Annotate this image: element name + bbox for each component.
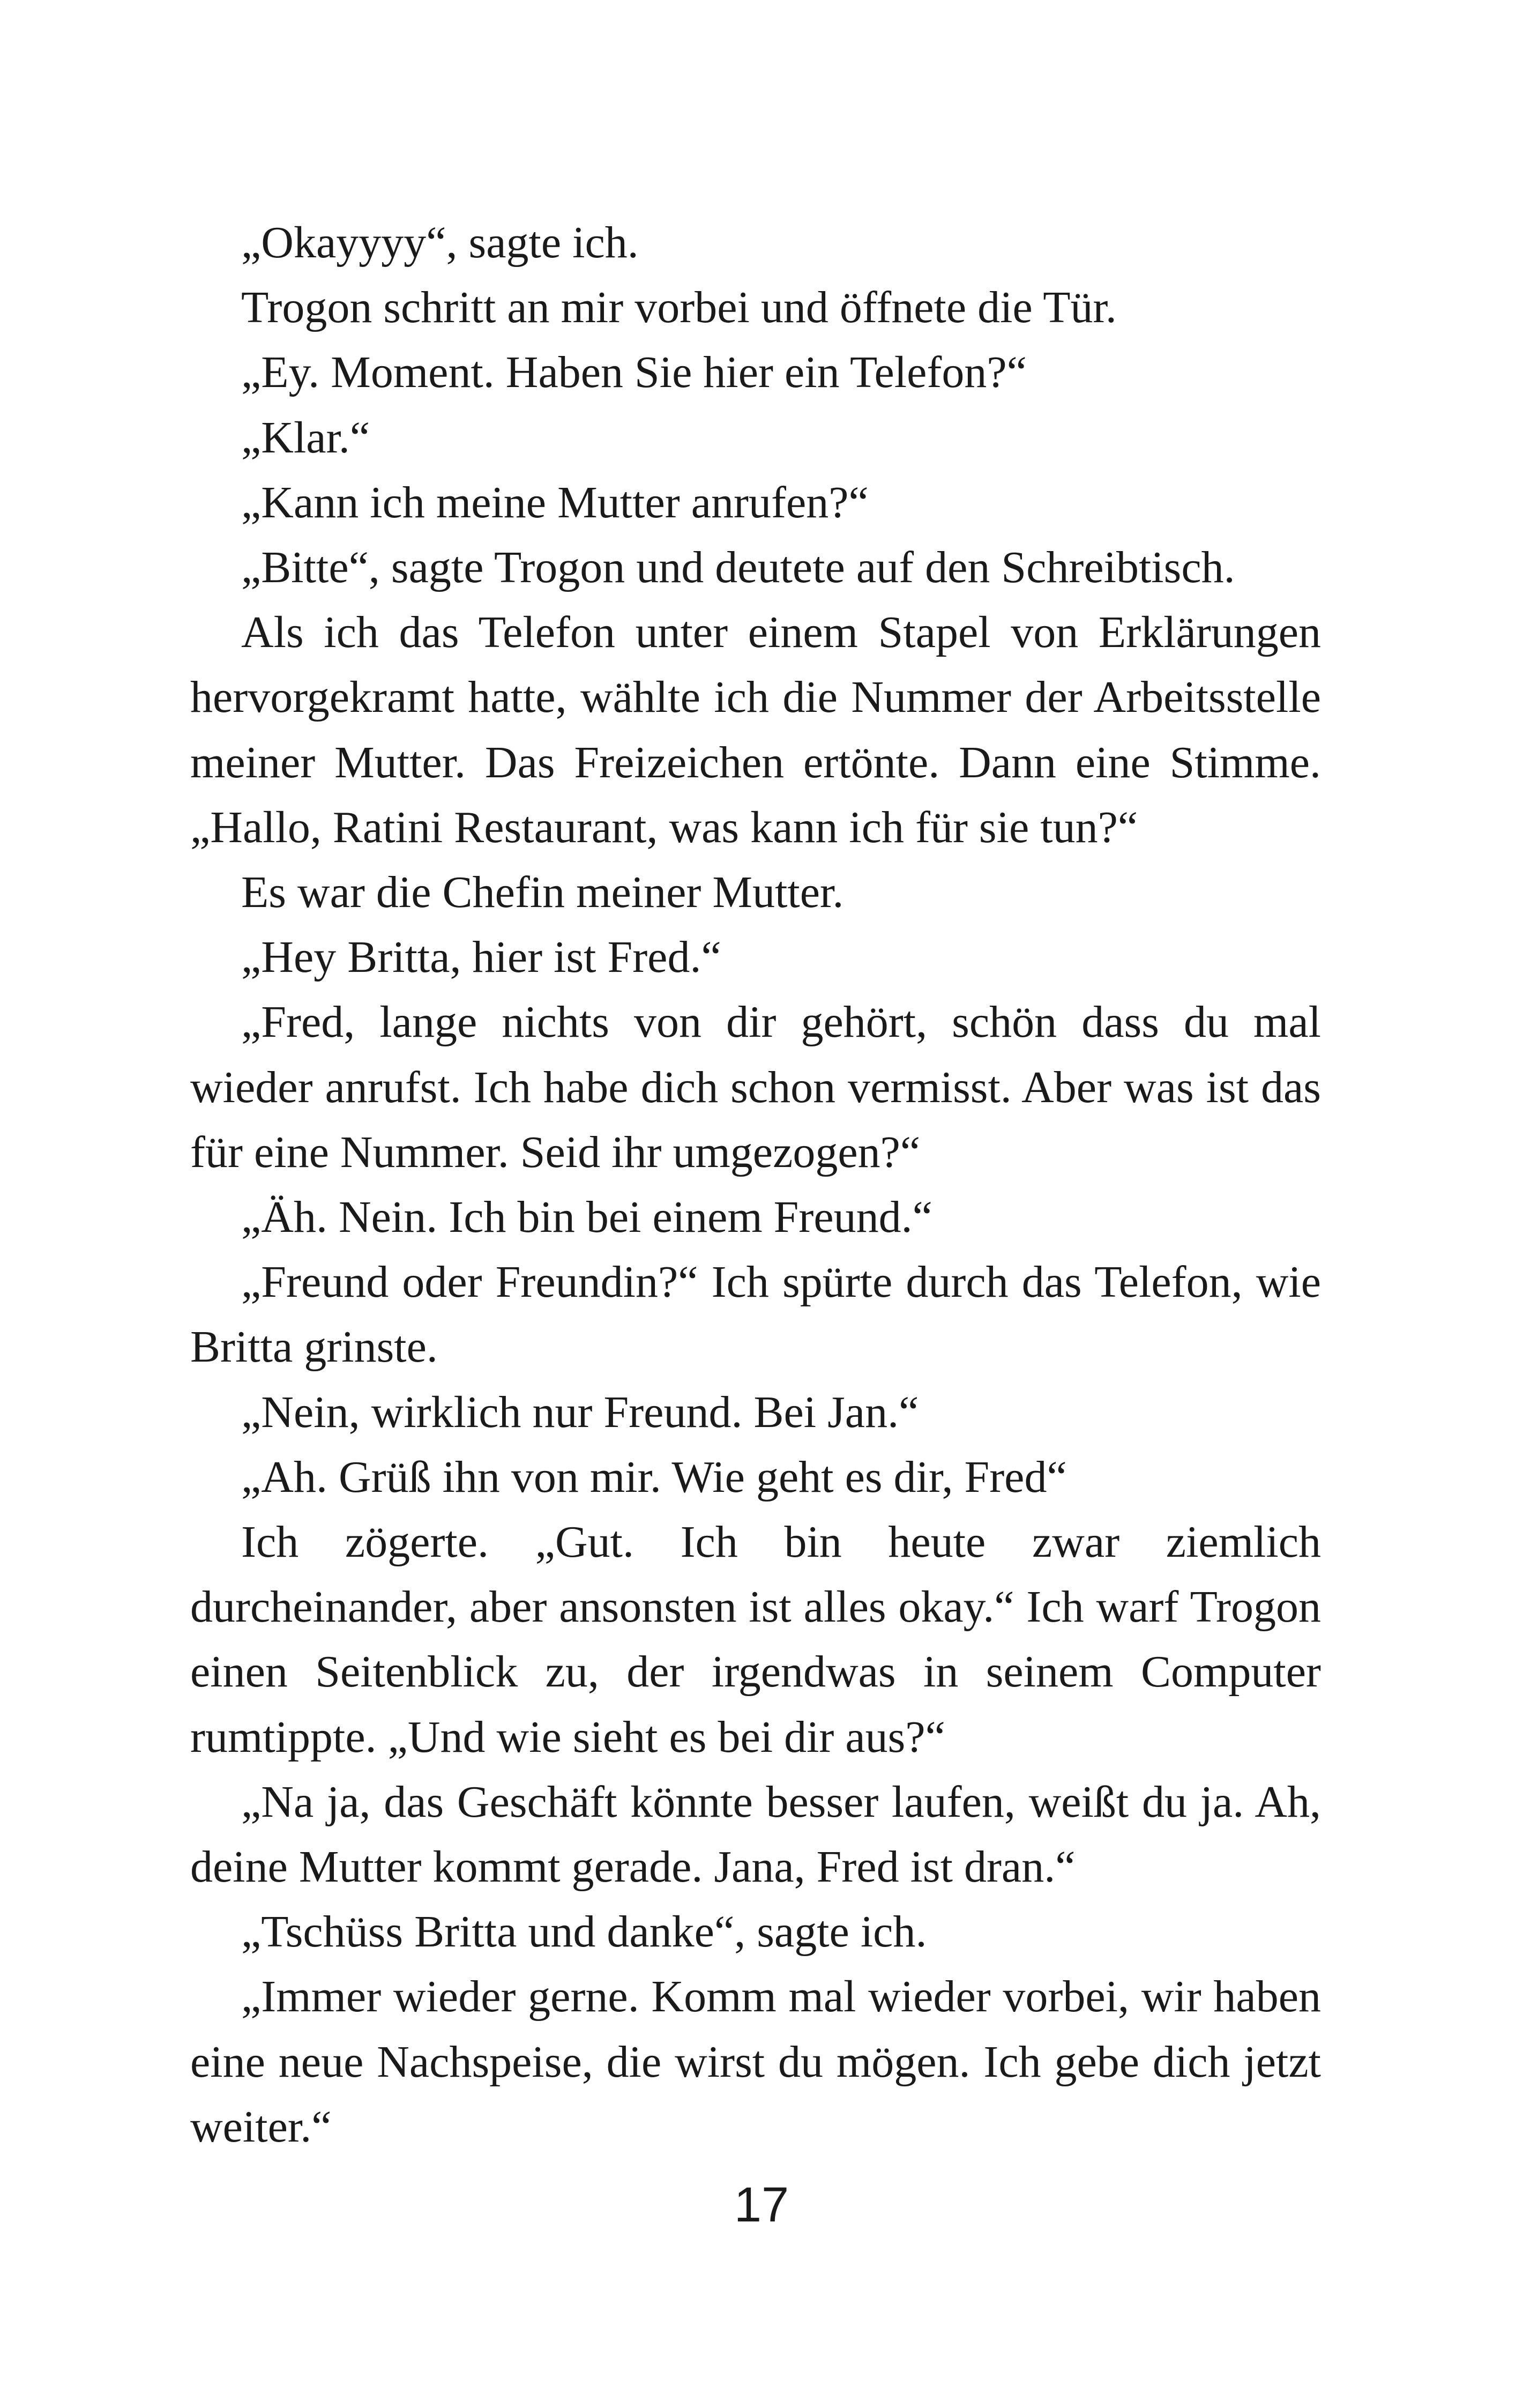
paragraph: „Hey Britta, hier ist Fred.“ xyxy=(241,932,721,983)
paragraph: „Kann ich meine Mutter anrufen?“ xyxy=(241,477,869,527)
paragraph: „Äh. Nein. Ich bin bei einem Freund.“ xyxy=(241,1192,932,1243)
paragraph: „Klar.“ xyxy=(241,412,370,463)
paragraph: Es war die Chefin meiner Mutter. xyxy=(241,867,844,918)
paragraph: „Fred, lange nichts von dir gehört, schön dass du mal wieder anrufst. Ich habe dich schon vermisst. Aber was ist das für eine Nummer. Seid ihr umgezogen?“ xyxy=(190,997,1321,1177)
paragraph: „Okayyyy“, sagte ich. xyxy=(241,218,639,267)
paragraph: „Nein, wirklich nur Freund. Bei Jan.“ xyxy=(241,1387,919,1437)
paragraph: „Immer wieder gerne. Komm mal wieder vorbei, wir haben eine neue Nachspeise, die wirst du mögen. Ich gebe dich jetzt weiter.“ xyxy=(190,1972,1321,2152)
paragraph: „Freund oder Freundin?“ Ich spürte durch das Telefon, wie Britta grinste. xyxy=(190,1257,1321,1372)
page-number: 17 xyxy=(734,2177,789,2232)
paragraph: Trogon schritt an mir vorbei und öffnete die Tür. xyxy=(241,283,1117,333)
paragraph: Als ich das Telefon unter einem Stapel von Erklärungen hervorgekramt hatte, wählte ich die Nummer der Arbeitsstelle meiner Mutter. Das Freizeichen ertönte. Dann eine Stimme. „Hallo, Ratini Restaurant, was kann ich für sie tun?“ xyxy=(190,607,1321,852)
paragraph: Ich zögerte. „Gut. Ich bin heute zwar ziemlich durcheinander, aber ansonsten ist alles okay.“ Ich warf Trogon einen Seitenblick zu, der irgendwas in seinem Computer rumtippte. „Und wie sieht es bei dir aus?“ xyxy=(190,1517,1321,1762)
paragraph: „Ey. Moment. Haben Sie hier ein Telefon?“ xyxy=(241,347,1027,398)
paragraph: „Na ja, das Geschäft könnte besser laufen, weißt du ja. Ah, deine Mutter kommt gerade. Jana, Fred ist dran.“ xyxy=(190,1777,1321,1892)
body-text xyxy=(190,210,1321,2159)
paragraph: „Ah. Grüß ihn von mir. Wie geht es dir, Fred“ xyxy=(241,1452,1067,1502)
paragraph: „Bitte“, sagte Trogon und deutete auf den Schreibtisch. xyxy=(241,542,1235,593)
paragraph: „Tschüss Britta und danke“, sagte ich. xyxy=(241,1907,927,1957)
